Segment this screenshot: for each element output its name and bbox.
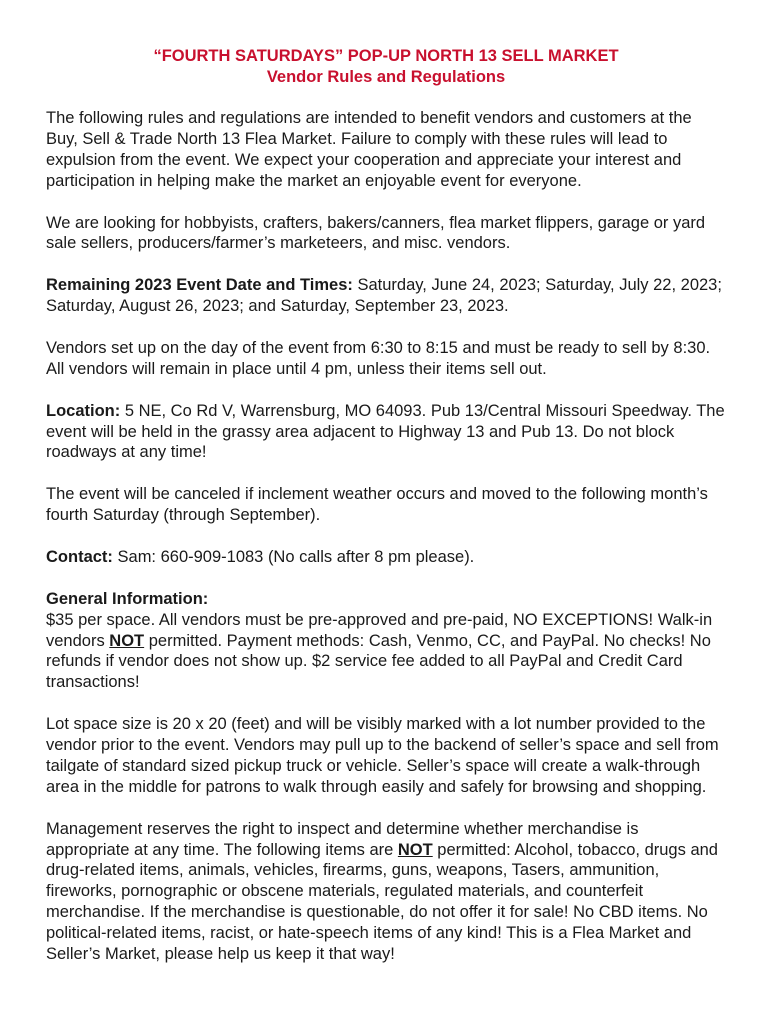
contact-paragraph (46, 547, 726, 568)
dates-text: Saturday, June 24, 2023; Saturday, July 22, 2023; Saturday, August 26, 2023; and Saturday, September 23, 2023. (46, 276, 722, 316)
dates-paragraph (46, 275, 726, 317)
general-info-text-a: $35 per space. All vendors must be pre-approved and pre-paid, NO EXCEPTIONS! Walk-in vendors (46, 610, 713, 650)
looking-for-paragraph: We are looking for hobbyists, crafters, bakers/canners, flea market flippers, garage or yard sale sellers, producers/farmer’s marketeers, and misc. vendors. (46, 213, 706, 253)
location-text: 5 NE, Co Rd V, Warrensburg, MO 64093. Pub 13/Central Missouri Speedway. The event will be held in the grassy area adjacent to Highway 13 and Pub 13. Do not block roadways at any time! (46, 401, 725, 462)
general-info-label: General Information: (46, 589, 209, 608)
location-label: Location: (46, 401, 121, 420)
document-title: “FOURTH SATURDAYS” POP-UP NORTH 13 SELL MARKET (153, 47, 619, 65)
setup-paragraph: Vendors set up on the day of the event from 6:30 to 8:15 and must be ready to sell by 8:30. All vendors will remain in place until 4 pm, unless their items sell out. (46, 338, 711, 378)
contact-label: Contact: (46, 547, 113, 566)
management-text-a: Management reserves the right to inspect and determine whether merchandise is appropriate at any time. The following items are (46, 819, 639, 859)
location-paragraph (46, 401, 726, 464)
lot-paragraph: Lot space size is 20 x 20 (feet) and will be visibly marked with a lot number provided to the vendor prior to the event. Vendors may pull up to the backend of seller’s space and sell from tailgate of standard sized pickup truck or vehicle. Seller’s space will create a walk-through area in the middle for patrons to walk through easily and safely for browsing and shopping. (46, 715, 719, 796)
dates-label: Remaining 2023 Event Date and Times: (46, 276, 353, 295)
document-page (46, 46, 726, 965)
management-paragraph (46, 819, 726, 965)
document-subtitle: Vendor Rules and Regulations (266, 68, 506, 86)
management-not: NOT (397, 840, 433, 859)
intro-paragraph: The following rules and regulations are intended to benefit vendors and customers at the Buy, Sell & Trade North 13 Flea Market. Failure to comply with these rules will lead to expulsion from the event. We expect your cooperation and appreciate your interest and participation in helping make the market an enjoyable event for everyone. (46, 109, 692, 190)
general-info-paragraph (46, 610, 726, 694)
general-info-heading (46, 589, 726, 610)
general-info-not: NOT (109, 631, 145, 650)
contact-text: Sam: 660-909-1083 (No calls after 8 pm please). (112, 547, 475, 566)
weather-paragraph: The event will be canceled if inclement weather occurs and moved to the following month’s fourth Saturday (through September). (46, 485, 708, 525)
general-info-text-b: permitted. Payment methods: Cash, Venmo, CC, and PayPal. No checks! No refunds if vendor does not show up. $2 service fee added to all PayPal and Credit Card transactions! (46, 631, 711, 692)
management-text-b: permitted: Alcohol, tobacco, drugs and drug-related items, animals, vehicles, firearms, guns, weapons, Tasers, ammunition, fireworks, pornographic or obscene materials, regulated materials, and counterfeit merchandise. If the merchandise is questionable, do not offer it for sale! No CBD items. No political-related items, racist, or hate-speech items of any kind! This is a Flea Market and Seller’s Market, please help us keep it that way! (46, 840, 718, 964)
